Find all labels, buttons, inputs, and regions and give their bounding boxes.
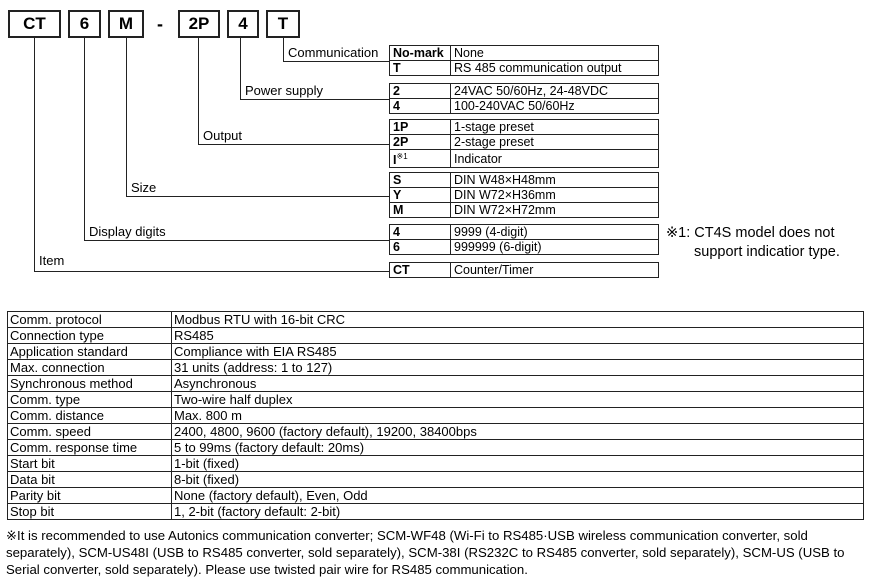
option-row	[390, 120, 659, 135]
spec-row	[8, 504, 864, 520]
spec-row	[8, 360, 864, 376]
connector-output-h	[198, 144, 389, 145]
label-output: Output	[203, 128, 243, 143]
option-desc: DIN W72×H72mm	[451, 203, 659, 218]
option-code: CT	[390, 263, 451, 278]
spec-key: Connection type	[8, 328, 172, 344]
option-code: 4	[390, 99, 451, 114]
connector-digits	[84, 38, 85, 240]
option-code-indicator	[390, 150, 451, 168]
spec-value: Two-wire half duplex	[172, 392, 864, 408]
spec-value: Asynchronous	[172, 376, 864, 392]
option-desc: None	[451, 46, 659, 61]
label-size: Size	[131, 180, 157, 195]
connector-power-h	[240, 99, 389, 100]
label-power-supply: Power supply	[245, 83, 324, 98]
spec-row	[8, 344, 864, 360]
note-line-1: ※1: CT4S model does not	[666, 225, 835, 241]
option-code: 1P	[390, 120, 451, 135]
option-code: No-mark	[390, 46, 451, 61]
spec-row	[8, 408, 864, 424]
connector-size-h	[126, 196, 389, 197]
spec-key: Comm. type	[8, 392, 172, 408]
note-line-2: support indicatior type.	[694, 244, 840, 260]
spec-row	[8, 376, 864, 392]
spec-row	[8, 488, 864, 504]
option-row	[390, 203, 659, 218]
option-row	[390, 188, 659, 203]
spec-value: RS485	[172, 328, 864, 344]
spec-key: Comm. response time	[8, 440, 172, 456]
connector-item-h	[34, 271, 389, 272]
options-display-digits	[389, 224, 659, 255]
option-row	[390, 135, 659, 150]
option-code: Y	[390, 188, 451, 203]
code-box-output: 2P	[178, 10, 220, 38]
options-item	[389, 262, 659, 278]
connector-comm	[283, 38, 284, 61]
option-code: 6	[390, 240, 451, 255]
spec-key: Parity bit	[8, 488, 172, 504]
spec-value: 1, 2-bit (factory default: 2-bit)	[172, 504, 864, 520]
option-row	[390, 99, 659, 114]
code-separator: -	[157, 14, 163, 34]
option-row	[390, 46, 659, 61]
footnote: ※It is recommended to use Autonics communication converter; SCM-WF48 (Wi-Fi to RS485·USB wireless communication converter, sold separately), SCM-US48I (USB to RS485 converter, sold separately), SCM-38I (RS232C to RS485 converter, sold separately), SCM-US (USB to Serial converter, sold separately). Please use twisted pair wire for RS485 communication.	[6, 528, 845, 577]
connector-output	[198, 38, 199, 144]
spec-key: Start bit	[8, 456, 172, 472]
option-code: 2P	[390, 135, 451, 150]
spec-key: Synchronous method	[8, 376, 172, 392]
option-desc: 100-240VAC 50/60Hz	[451, 99, 659, 114]
spec-value: 1-bit (fixed)	[172, 456, 864, 472]
option-row	[390, 263, 659, 278]
options-power-supply	[389, 83, 659, 114]
spec-value: 5 to 99ms (factory default: 20ms)	[172, 440, 864, 456]
option-desc: Counter/Timer	[451, 263, 659, 278]
code-box-digits: 6	[68, 10, 101, 38]
spec-key: Application standard	[8, 344, 172, 360]
spec-key: Comm. protocol	[8, 312, 172, 328]
option-desc: 1-stage preset	[451, 120, 659, 135]
option-row	[390, 225, 659, 240]
spec-value: 2400, 4800, 9600 (factory default), 19200, 38400bps	[172, 424, 864, 440]
options-communication	[389, 45, 659, 76]
spec-row	[8, 392, 864, 408]
option-desc: 2-stage preset	[451, 135, 659, 150]
option-desc: Indicator	[451, 150, 659, 168]
connector-comm-h	[283, 61, 389, 62]
spec-row	[8, 312, 864, 328]
option-code: 4	[390, 225, 451, 240]
option-desc: RS 485 communication output	[451, 61, 659, 76]
option-desc: 999999 (6-digit)	[451, 240, 659, 255]
option-row	[390, 173, 659, 188]
option-code: I	[393, 153, 397, 168]
spec-row	[8, 472, 864, 488]
code-box-size: M	[108, 10, 144, 38]
label-item: Item	[39, 253, 65, 268]
spec-key: Data bit	[8, 472, 172, 488]
option-row	[390, 84, 659, 99]
code-box-power: 4	[227, 10, 259, 38]
spec-key: Stop bit	[8, 504, 172, 520]
options-size	[389, 172, 659, 218]
option-code: S	[390, 173, 451, 188]
spec-value: Max. 800 m	[172, 408, 864, 424]
connector-power	[240, 38, 241, 99]
spec-value: None (factory default), Even, Odd	[172, 488, 864, 504]
option-row	[390, 150, 659, 168]
connector-size	[126, 38, 127, 196]
connector-item	[34, 38, 35, 271]
option-desc: 24VAC 50/60Hz, 24-48VDC	[451, 84, 659, 99]
spec-value: Modbus RTU with 16-bit CRC	[172, 312, 864, 328]
footnote-marker: ※1	[396, 152, 408, 161]
spec-value: Compliance with EIA RS485	[172, 344, 864, 360]
option-row	[390, 240, 659, 255]
option-desc: DIN W72×H36mm	[451, 188, 659, 203]
indicator-note	[666, 224, 840, 262]
option-row	[390, 61, 659, 76]
spec-key: Comm. distance	[8, 408, 172, 424]
spec-row	[8, 328, 864, 344]
comm-spec-table	[7, 311, 864, 520]
spec-key: Comm. speed	[8, 424, 172, 440]
option-code: 2	[390, 84, 451, 99]
label-communication: Communication	[288, 45, 379, 60]
options-output	[389, 119, 659, 168]
option-desc: DIN W48×H48mm	[451, 173, 659, 188]
code-box-item: CT	[8, 10, 61, 38]
option-code: T	[390, 61, 451, 76]
spec-row	[8, 456, 864, 472]
spec-value: 31 units (address: 1 to 127)	[172, 360, 864, 376]
spec-row	[8, 424, 864, 440]
option-desc: 9999 (4-digit)	[451, 225, 659, 240]
spec-key: Max. connection	[8, 360, 172, 376]
code-box-comm: T	[266, 10, 300, 38]
spec-value: 8-bit (fixed)	[172, 472, 864, 488]
connector-digits-h	[84, 240, 389, 241]
spec-row	[8, 440, 864, 456]
option-code: M	[390, 203, 451, 218]
label-display-digits: Display digits	[89, 224, 166, 239]
